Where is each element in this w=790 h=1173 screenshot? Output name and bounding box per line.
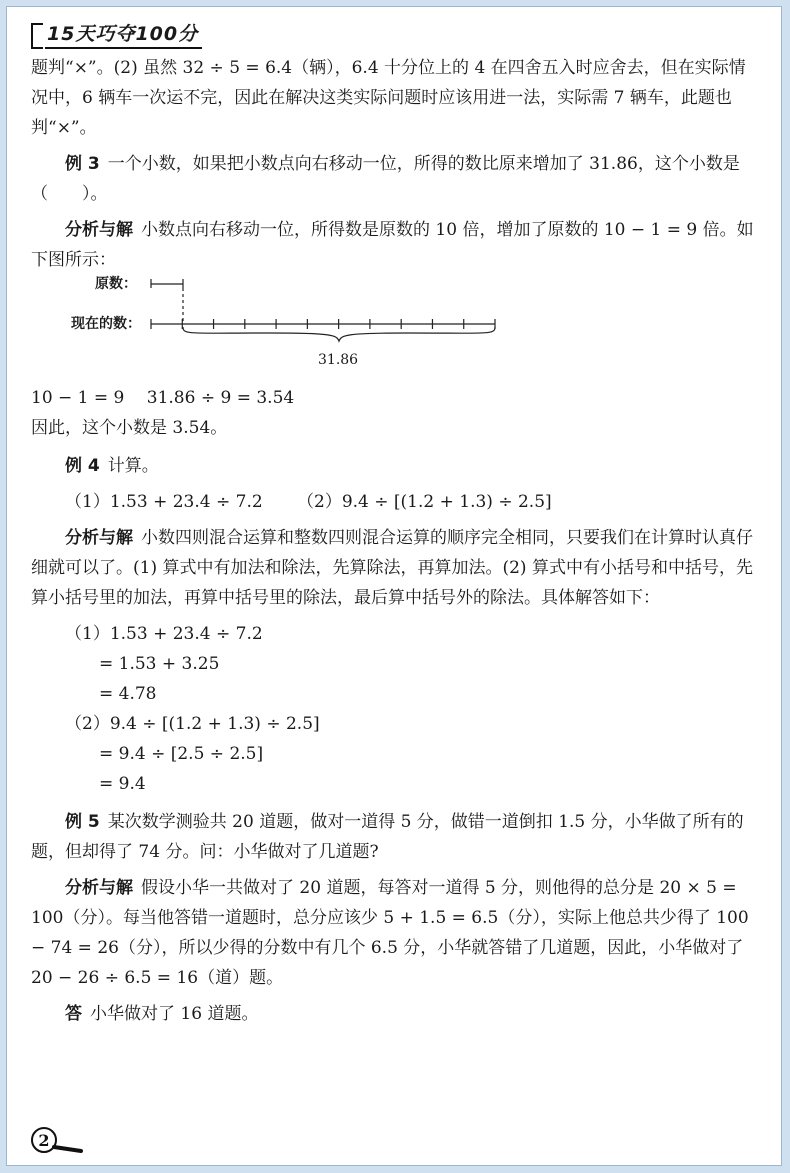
- solution1-line: = 4.78: [99, 684, 157, 704]
- segment-lines: [31, 275, 531, 355]
- example5-label: 例 5: [65, 812, 100, 832]
- example5-question: [31, 807, 759, 867]
- brace-value: 31.86: [318, 352, 359, 368]
- page: [6, 6, 782, 1166]
- example5-answer: [31, 999, 759, 1029]
- example4-solution-2: [31, 709, 759, 799]
- example3-calc: 10 − 1 = 9 31.86 ÷ 9 = 3.54: [31, 388, 295, 408]
- solution2-line: = 9.4: [99, 774, 146, 794]
- segment-diagram: [31, 275, 759, 383]
- magnifier-icon: [29, 1124, 99, 1158]
- example4-question-text: 计算。: [107, 456, 159, 476]
- example4-analysis-text: 小数四则混合运算和整数四则混合运算的顺序完全相同，只要我们在计算时认真仔细就可以了。(1) 算式中有加法和除法，先算除法，再算加法。(2) 算式中有小括号和中括号，先算小括号里的加法，再算中括号里的除法，最后算中括号外的除法。具体解答如下：: [31, 528, 753, 608]
- solution1-line: （1）1.53 + 23.4 ÷ 7.2: [65, 624, 263, 644]
- page-footer: [29, 1124, 99, 1158]
- current-number-label: 现在的数：: [71, 316, 141, 332]
- book-mark-icon: [31, 23, 43, 49]
- example5-analysis-text: 假设小华一共做对了 20 道题，每答对一道得 5 分，则他得的总分是 20 × 5 = 100（分）。每当他答错一道题时，总分应该少 5 + 1.5 = 6.5（分），实际上他总共少得了 100 − 74 = 26（分），所以少得的分数中有几个 6.5 分，小华就答错了几道题，因此，小华做对了 20 − 26 ÷ 6.5 = 16（道）题。: [31, 878, 749, 988]
- example4-label: 例 4: [65, 456, 100, 476]
- example3-question: [31, 149, 759, 209]
- example3-question-text: 一个小数，如果把小数点向右移动一位，所得的数比原来增加了 31.86，这个小数是（ ）。: [31, 154, 740, 204]
- example5-answer-text: 小华做对了 16 道题。: [90, 1004, 259, 1024]
- page-content: [31, 53, 759, 1029]
- solution2-line: = 9.4 ÷ [2.5 ÷ 2.5]: [99, 744, 264, 764]
- example4-problems: [31, 487, 759, 517]
- brace: [183, 327, 495, 341]
- example3-conclusion: 因此，这个小数是 3.54。: [31, 418, 228, 438]
- book-title: 15天巧夺100分: [45, 19, 202, 49]
- example4-analysis: [31, 523, 759, 613]
- original-number-label: 原数：: [95, 276, 137, 292]
- example3-analysis-text: 小数点向右移动一位，所得数是原数的 10 倍，增加了原数的 10 − 1 = 9 倍。如下图所示：: [31, 220, 754, 270]
- page-number: 2: [38, 1131, 50, 1150]
- example3-analysis: [31, 215, 759, 275]
- intro-paragraph: 题判“×”。(2) 虽然 32 ÷ 5 = 6.4（辆），6.4 十分位上的 4 在四舍五入时应舍去，但在实际情况中，6 辆车一次运不完，因此在解决这类实际问题时应该用进一法，实际需 7 辆车，此题也判“×”。: [31, 58, 746, 138]
- example5-analysis: [31, 873, 759, 993]
- example4-problem-1: （1）1.53 + 23.4 ÷ 7.2: [65, 492, 263, 512]
- example4-analysis-label: 分析与解: [65, 528, 133, 548]
- solution1-line: = 1.53 + 3.25: [99, 654, 220, 674]
- example5-analysis-label: 分析与解: [65, 878, 133, 898]
- example5-answer-label: 答: [65, 1004, 82, 1024]
- solution2-line: （2）9.4 ÷ [(1.2 + 1.3) ÷ 2.5]: [65, 714, 320, 734]
- example4-solution-1: [31, 619, 759, 709]
- example5-question-text: 某次数学测验共 20 道题，做对一道得 5 分，做错一道倒扣 1.5 分，小华做了所有的题，但却得了 74 分。问：小华做对了几道题?: [31, 812, 744, 862]
- example3-label: 例 3: [65, 154, 100, 174]
- example3-analysis-label: 分析与解: [65, 220, 133, 240]
- example4-question: [31, 451, 759, 481]
- page-header: [31, 19, 202, 49]
- example4-problem-2: （2）9.4 ÷ [(1.2 + 1.3) ÷ 2.5]: [297, 492, 552, 512]
